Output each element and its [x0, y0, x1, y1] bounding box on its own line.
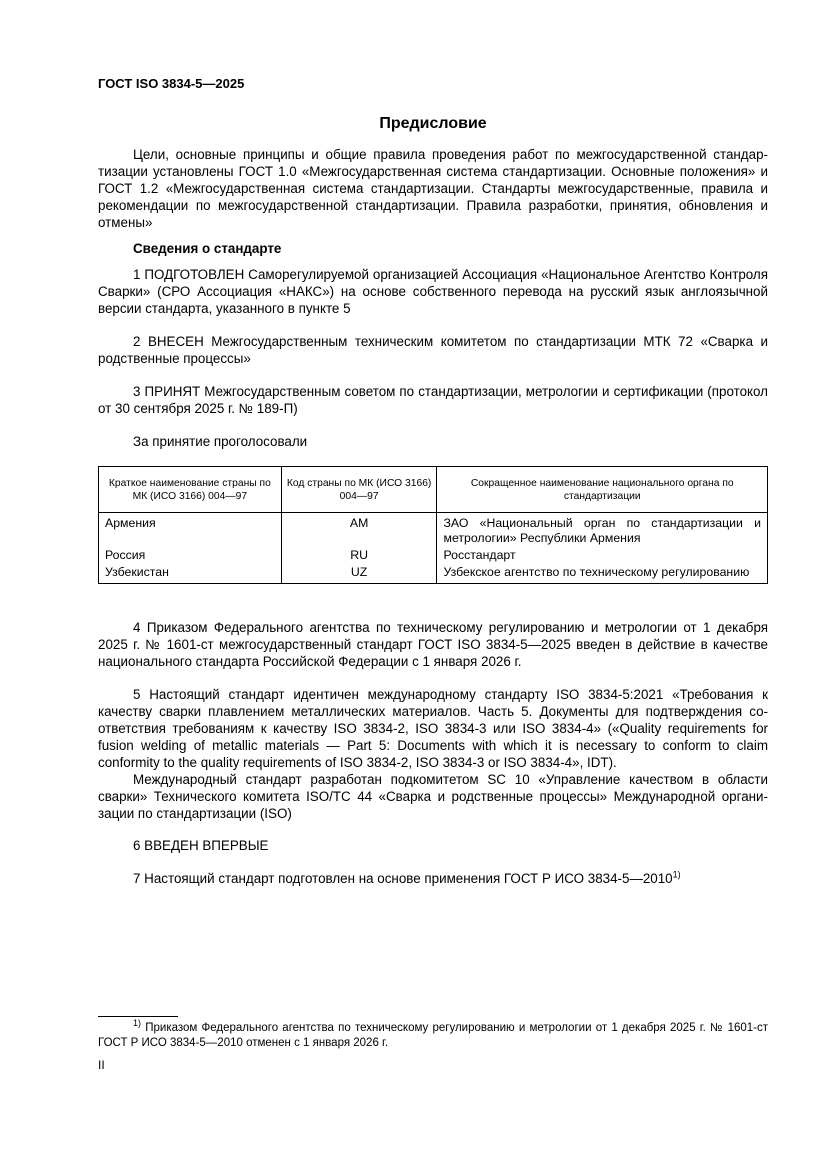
item-5-note-paragraph: Международный стандарт разработан подкомитетом SC 10 «Управление качеством в области сварки» Технического комитета ISO/TC 44 «Сварка и родственные процессы» Международной организации по стандартизации (ISO): [98, 772, 768, 821]
page-number: II: [98, 1058, 105, 1072]
cell-country: Армения: [99, 513, 282, 548]
table-header-row: [99, 467, 768, 513]
cell-code: RU: [281, 547, 437, 564]
footnote: [98, 1018, 768, 1051]
cell-body: Узбекское агентство по техническому регулированию: [437, 564, 768, 584]
footnote-divider: [98, 1016, 178, 1017]
document-code-header: ГОСТ ISO 3834-5—2025: [98, 76, 245, 91]
cell-country: Россия: [99, 547, 282, 564]
intro-paragraph: Цели, основные принципы и общие правила проведения работ по межгосударственной стандартизации установлены ГОСТ 1.0 «Межгосударственная система стандартизации. Основные положения» и ГОСТ 1.2 «Межгосударственная система стандартизации. Стандарты межгосударственные, правила и рекомендации по межгосударственной стандартизации. Правила разработки, принятия, обновления и отмены»: [98, 147, 768, 230]
cell-country: Узбекистан: [99, 564, 282, 584]
item-2-paragraph: 2 ВНЕСЕН Межгосударственным техническим комитетом по стандартизации МТК 72 «Сварка и родственные процессы»: [98, 334, 768, 366]
item-7-paragraph: [98, 870, 768, 887]
item-3-paragraph: 3 ПРИНЯТ Межгосударственным советом по стандартизации, метрологии и сертификации (протокол от 30 сентября 2025 г. № 189-П): [98, 384, 768, 416]
header-body: Сокращенное наименование национального органа по стандартизации: [437, 467, 768, 513]
table-row: [99, 547, 768, 564]
footnote-mark: 1): [133, 1018, 142, 1029]
item-6-paragraph: 6 ВВЕДЕН ВПЕРВЫЕ: [133, 838, 269, 853]
header-country: Краткое наименование страны по МК (ИСО 3166) 004—97: [99, 467, 282, 513]
cell-body: ЗАО «Национальный орган по стандартизации и метрологии» Республики Армения: [437, 513, 768, 548]
page-title: Предисловие: [379, 115, 487, 132]
cell-code: UZ: [281, 564, 437, 584]
footnote-reference[interactable]: 1): [672, 869, 681, 880]
cell-code: AM: [281, 513, 437, 548]
item-4-paragraph: 4 Приказом Федерального агентства по техническому регулированию и метрологии от 1 декабря 2025 г. № 1601-ст межгосударственный стандарт ГОСТ ISO 3834-5—2025 введен в действие в качестве национального стандарта Российской Федерации с 1 января 2026 г.: [98, 620, 768, 669]
voting-table: [98, 466, 768, 584]
cell-body: Росстандарт: [437, 547, 768, 564]
table-row: [99, 513, 768, 548]
item-7-text: 7 Настоящий стандарт подготовлен на основе применения ГОСТ Р ИСО 3834-5—2010: [133, 871, 673, 886]
header-code: Код страны по МК (ИСО 3166) 004—97: [281, 467, 437, 513]
footnote-text: Приказом Федерального агентства по техническому регулированию и метрологии от 1 декабря 2025 г. № 1601-ст ГОСТ Р ИСО 3834-5—2010 отменен с 1 января 2026 г.: [98, 1022, 768, 1049]
table-row: [99, 564, 768, 584]
section-title: Сведения о стандарте: [133, 241, 282, 256]
vote-label: За принятие проголосовали: [133, 434, 308, 449]
item-5-paragraph: 5 Настоящий стандарт идентичен международному стандарту ISO 3834-5:2021 «Требования к качеству сварки плавлением металлических материалов. Часть 5. Документы для подтверждения соответствия требованиям к качеству ISO 3834-2, ISO 3834-3 или ISO 3834-4» («Quality requirements for fusion welding of metallic materials — Part 5: Documents with which it is necessary to conform to claim conformity to the quality requirements of ISO 3834-2, ISO 3834-3 or ISO 3834-4», IDT).: [98, 687, 768, 770]
item-1-paragraph: 1 ПОДГОТОВЛЕН Саморегулируемой организацией Ассоциация «Национальное Агентство Контроля Сварки» (СРО Ассоциация «НАКС») на основе собственного перевода на русский язык англоязычной версии стандарта, указанного в пункте 5: [98, 267, 768, 316]
